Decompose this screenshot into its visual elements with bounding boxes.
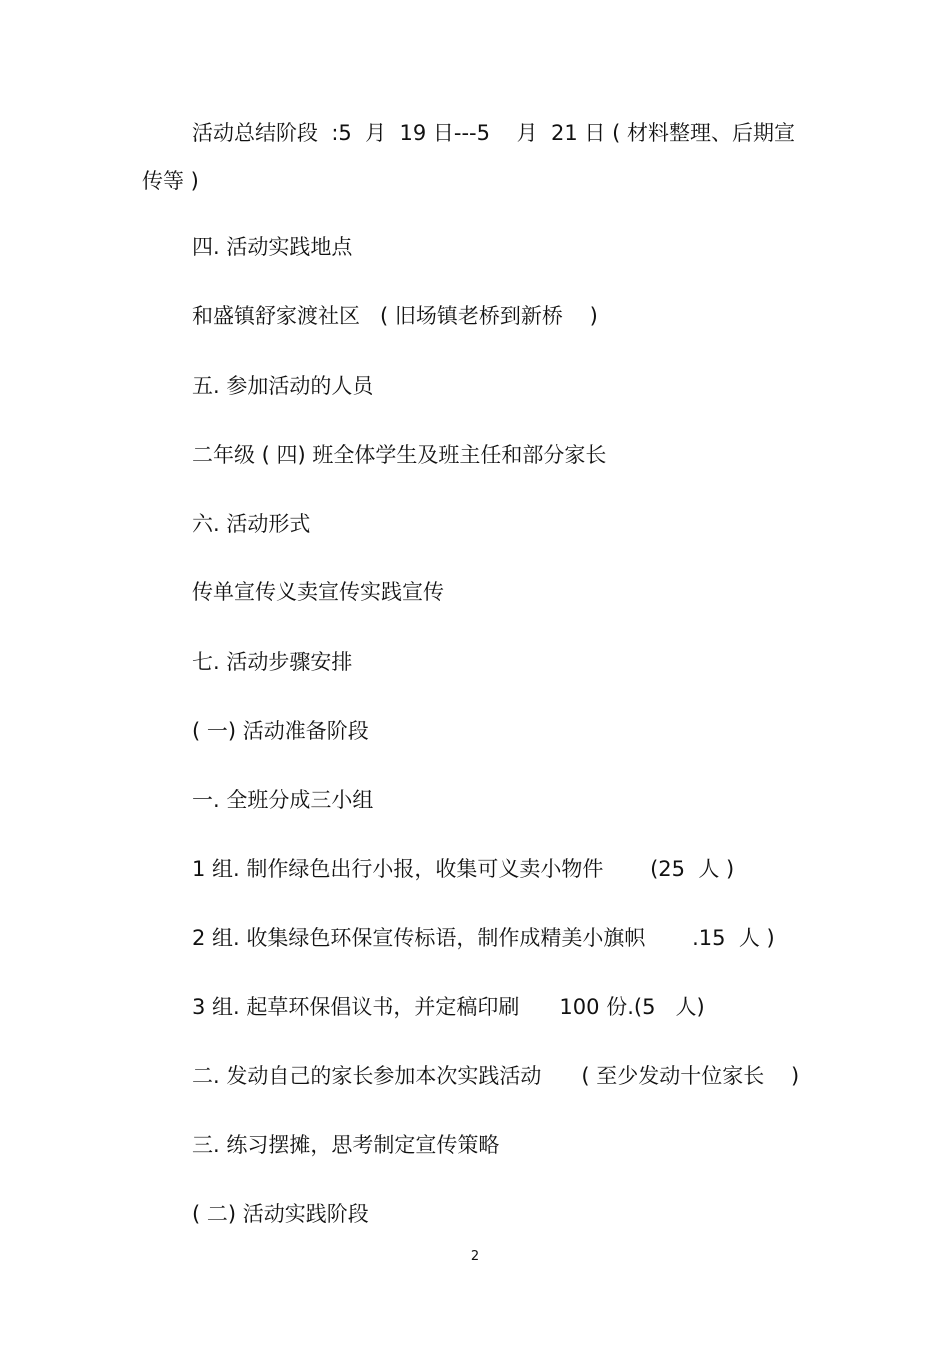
- location-text: 和盛镇舒家渡社区 ( 旧场镇老桥到新桥 ): [192, 304, 598, 328]
- step-mobilize-parents: 二. 发动自己的家长参加本次实践活动 ( 至少发动十位家长 ): [192, 1064, 800, 1088]
- group-2-task: 2 组. 收集绿色环保宣传标语，制作成精美小旗帜 .15 人 ): [192, 926, 775, 950]
- step-practice-stall: 三. 练习摆摊，思考制定宣传策略: [192, 1133, 500, 1157]
- step-group-division: 一. 全班分成三小组: [192, 788, 374, 812]
- participants-text: 二年级 ( 四) 班全体学生及班主任和部分家长: [192, 443, 607, 467]
- summary-stage-line: 活动总结阶段 :5 月 19 日---5 月 21 日 ( 材料整理、后期宣: [192, 121, 795, 145]
- section-heading-location: 四. 活动实践地点: [192, 235, 353, 259]
- section-heading-steps: 七. 活动步骤安排: [192, 650, 353, 674]
- summary-stage-line-continued: 传等 ): [142, 169, 199, 193]
- format-text: 传单宣传义卖宣传实践宣传: [192, 580, 444, 604]
- group-3-task: 3 组. 起草环保倡议书，并定稿印刷 100 份.(5 人): [192, 995, 705, 1019]
- group-1-task: 1 组. 制作绿色出行小报，收集可义卖小物件 (25 人 ): [192, 857, 735, 881]
- subsection-preparation: ( 一) 活动准备阶段: [192, 719, 369, 743]
- page-number: 2: [470, 1249, 480, 1264]
- section-heading-participants: 五. 参加活动的人员: [192, 374, 374, 398]
- subsection-practice: ( 二) 活动实践阶段: [192, 1202, 369, 1226]
- section-heading-format: 六. 活动形式: [192, 512, 311, 536]
